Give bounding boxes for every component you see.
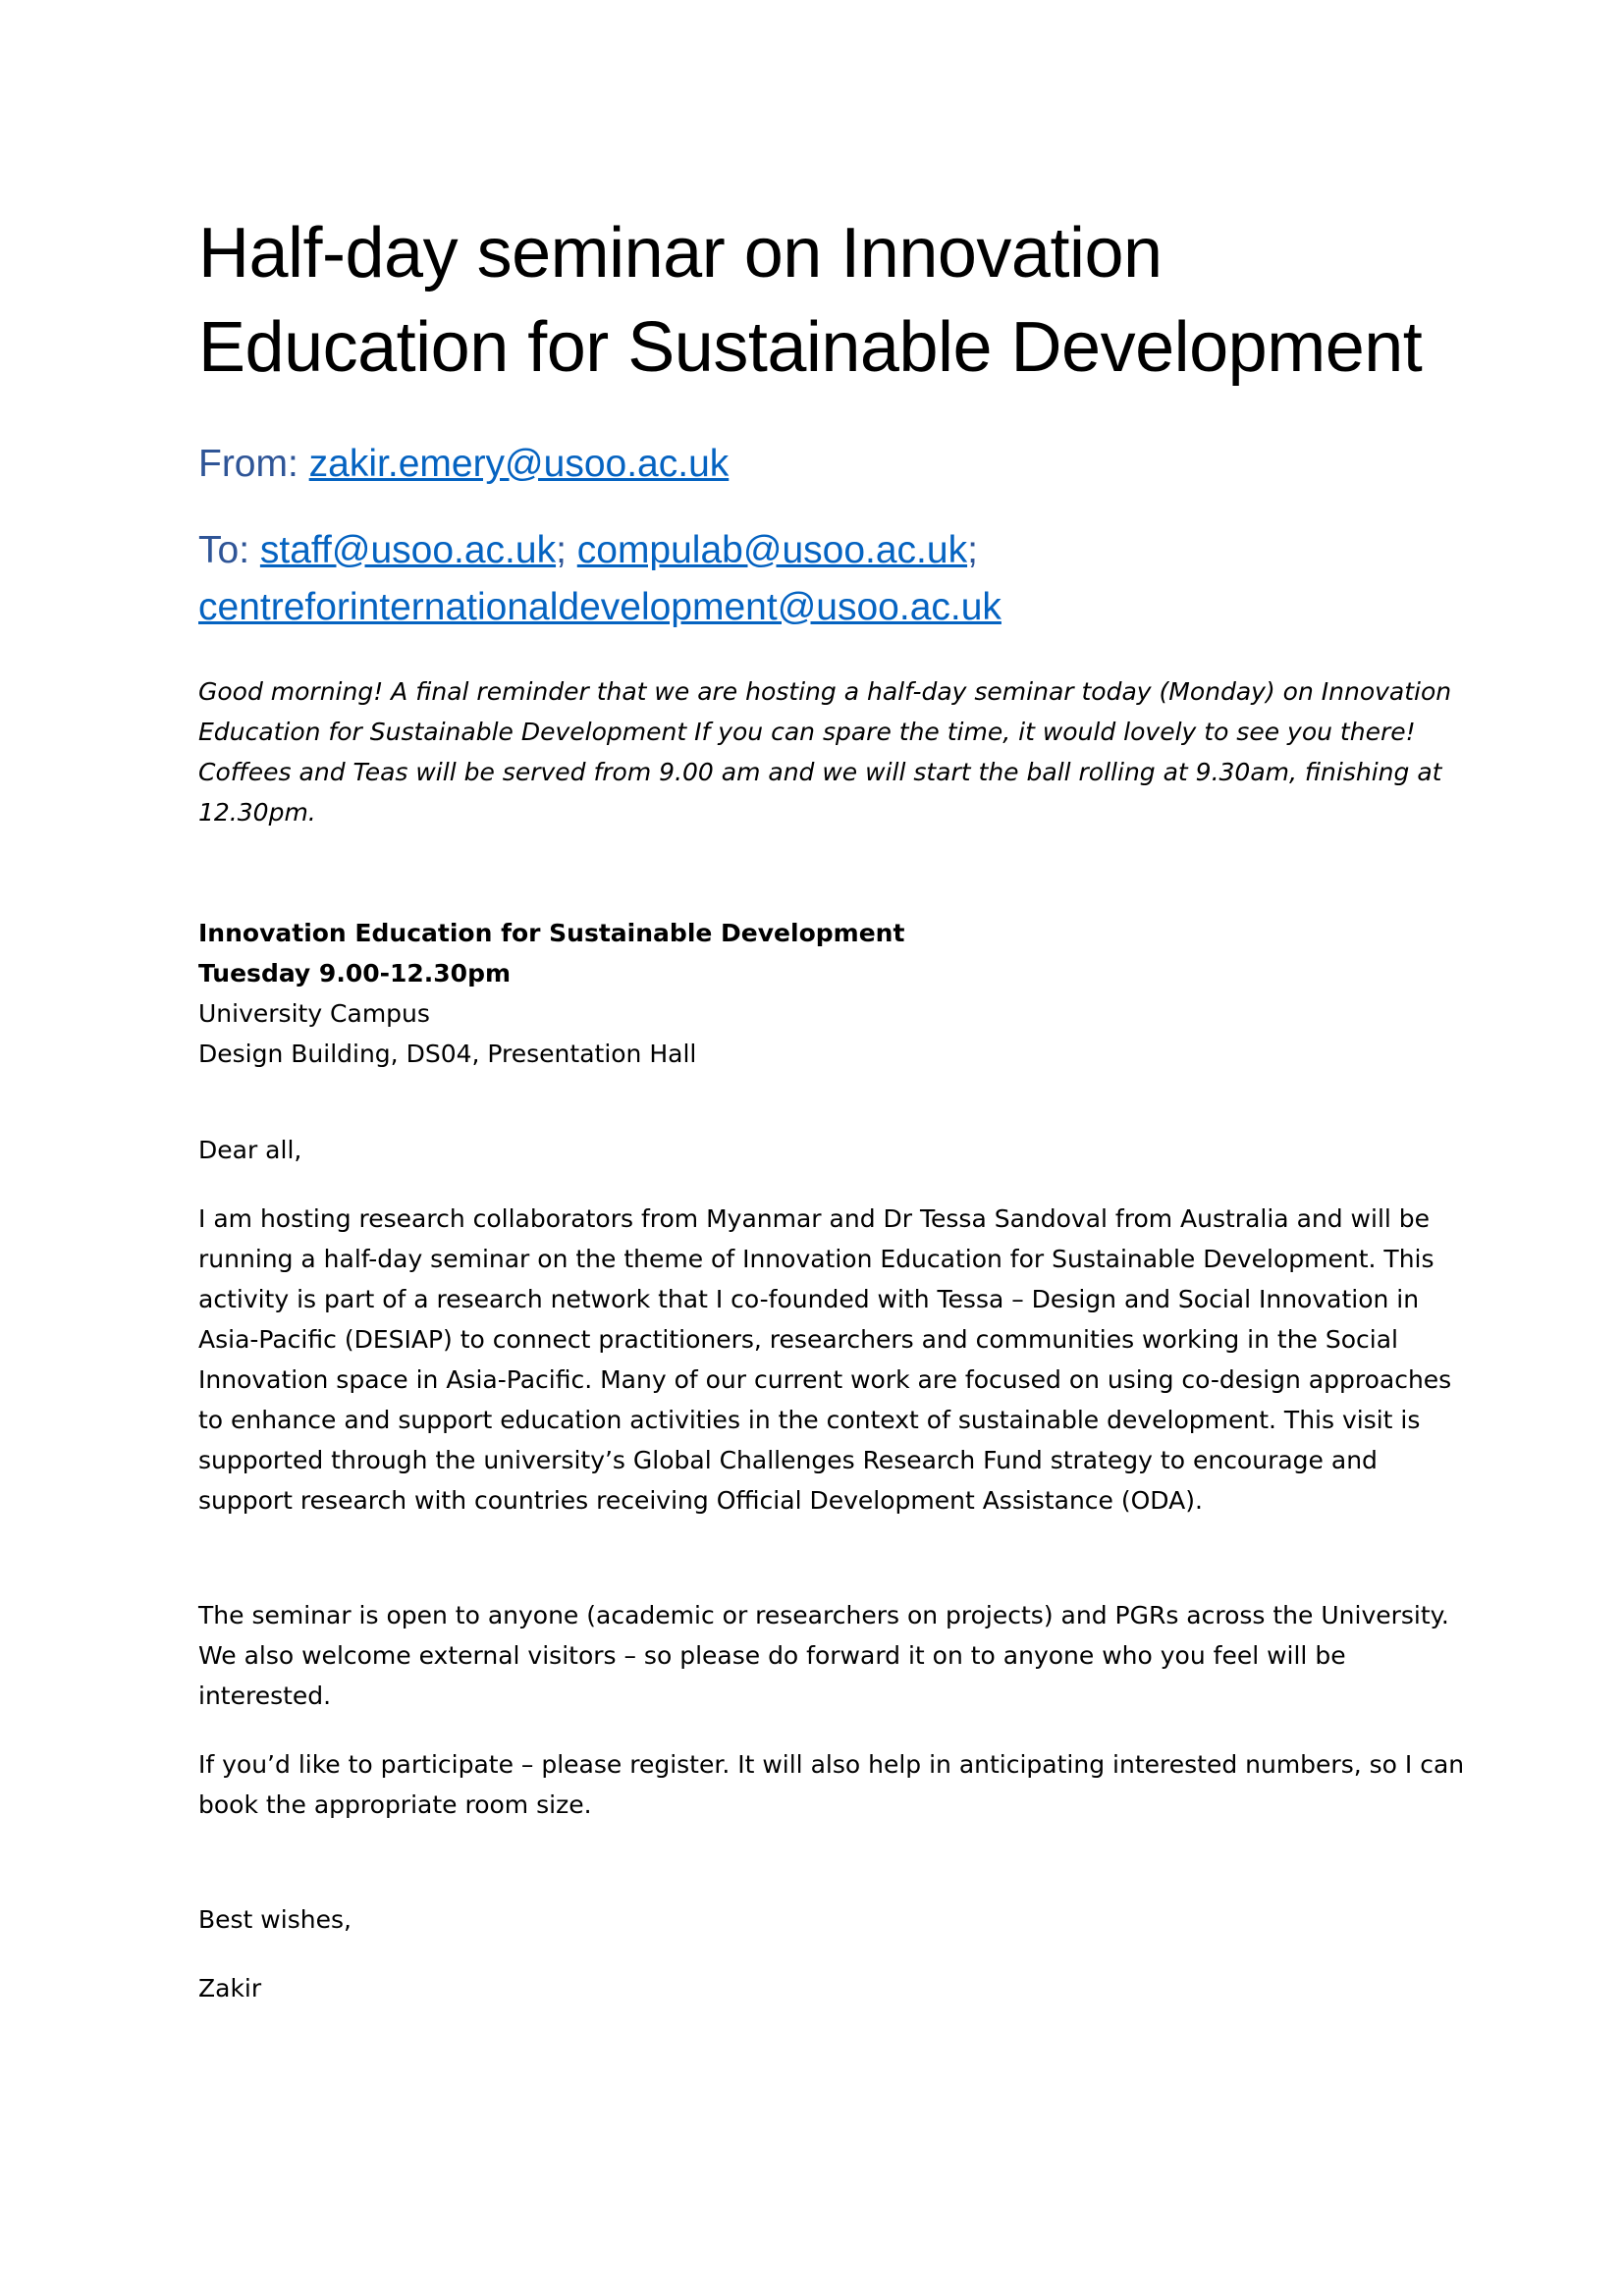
page-title: Half-day seminar on Innovation Education for Sustainable Development bbox=[198, 214, 1423, 387]
body-paragraph-3: If you’d like to participate – please register. It will also help in anticipating interested numbers, so I can book the appropriate room size. bbox=[198, 1750, 1465, 1819]
event-time: Tuesday 9.00-12.30pm bbox=[198, 959, 512, 988]
to-separator: ; bbox=[967, 529, 978, 571]
closing: Best wishes, bbox=[198, 1905, 352, 1934]
from-email-link[interactable]: zakir.emery@usoo.ac.uk bbox=[308, 443, 730, 485]
to-separator: ; bbox=[556, 529, 577, 571]
event-location: Design Building, DS04, Presentation Hall bbox=[198, 1040, 697, 1068]
to-line bbox=[198, 522, 1465, 636]
event-details bbox=[198, 913, 1465, 1074]
to-email-link-staff[interactable]: staff@usoo.ac.uk bbox=[259, 529, 557, 571]
greeting: Dear all, bbox=[198, 1136, 302, 1164]
to-label: To: bbox=[198, 529, 260, 571]
event-campus: University Campus bbox=[198, 999, 430, 1028]
intro-reminder: Good morning! A final reminder that we are hosting a half-day seminar today (Monday) on Innovation Education for Sustainable Development If you can spare the time, it would lovely to see you there! Coffees and Teas will be served from 9.00 am and we will start the ball rolling at 9.30am, finishing at 12.30pm. bbox=[198, 677, 1452, 827]
event-name: Innovation Education for Sustainable Development bbox=[198, 919, 905, 947]
document-page bbox=[198, 206, 1465, 2008]
to-email-link-compulab[interactable]: compulab@usoo.ac.uk bbox=[576, 529, 968, 571]
from-line bbox=[198, 436, 1465, 493]
signature: Zakir bbox=[198, 1974, 262, 2002]
body-paragraph-2: The seminar is open to anyone (academic or researchers on projects) and PGRs across the University. We also welcome external visitors – so please do forward it on to anyone who you feel will be interested. bbox=[198, 1601, 1449, 1710]
from-label: From: bbox=[198, 443, 309, 485]
body-paragraph-1: I am hosting research collaborators from Myanmar and Dr Tessa Sandoval from Australia and will be running a half-day seminar on the theme of Innovation Education for Sustainable Development. This activity is part of a research network that I co-founded with Tessa – Design and Social Innovation in Asia-Pacific (DESIAP) to connect practitioners, researchers and communities working in the Social Innovation space in Asia-Pacific. Many of our current work are focused on using co-design approaches to enhance and support education activities in the context of sustainable development. This visit is supported through the university’s Global Challenges Research Fund strategy to encourage and support research with countries receiving Official Development Assistance (ODA). bbox=[198, 1204, 1452, 1515]
to-email-link-centre[interactable]: centreforinternationaldevelopment@usoo.ac.uk bbox=[198, 586, 1001, 628]
